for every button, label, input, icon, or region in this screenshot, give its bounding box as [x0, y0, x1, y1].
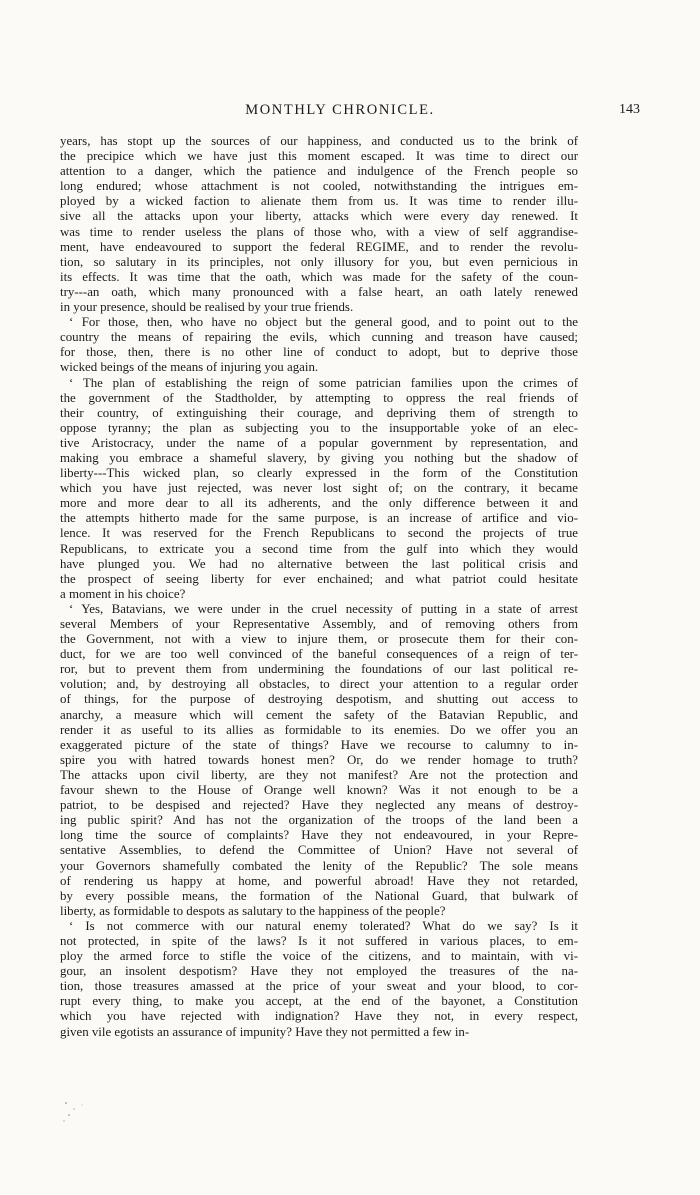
text-line: volution; and, by destroying all obstacles, to direct your attention to a regular order — [60, 677, 578, 692]
running-title: MONTHLY CHRONICLE. — [245, 102, 435, 118]
text-line: not protected, in spite of the laws? Is it not suffered in various places, to em- — [60, 933, 578, 948]
text-line: given vile egotists an assurance of impunity? Have they not permitted a few in- — [60, 1024, 470, 1039]
text-line: more and more dear to all its adherents, and the only difference between it and — [60, 496, 578, 511]
text-line: Republicans, to extricate you a second time from the gulf into which they would — [60, 541, 578, 556]
running-head — [40, 100, 640, 124]
text-line: the prospect of seeing liberty for ever enchained; and what patriot could hesitate — [60, 571, 578, 586]
page-number: 143 — [619, 102, 640, 117]
paragraph — [60, 919, 578, 1040]
text-line: in your presence, should be realised by your true friends. — [60, 300, 354, 315]
text-line: long endured; whose attachment is not cooled, notwithstanding the intrigues em- — [60, 179, 578, 194]
text-line: your Governors shamefully combated the lenity of the Republic? The sole means — [60, 858, 578, 873]
text-line: ployed by a wicked faction to alienate them from us. It was time to render illu- — [60, 194, 578, 209]
body-text — [60, 134, 578, 1040]
text-line: the precipice which we have just this moment escaped. It was time to direct our — [60, 149, 578, 164]
text-line: tive Aristocracy, under the name of a popular government by representation, and — [60, 435, 578, 450]
text-line: oppose tyranny; the plan as subjecting you to the insupportable yoke of an elec- — [60, 420, 578, 435]
text-line: which you have just rejected, was never lost sight of; on the contrary, it became — [60, 481, 578, 496]
text-line: try---an oath, which many pronounced with a false heart, an oath lately renewed — [60, 284, 578, 299]
paragraph — [60, 376, 578, 602]
text-line: making you embrace a shameful slavery, by giving you nothing but the shadow of — [60, 450, 578, 465]
text-line: liberty, as formidable to despots as salutary to the happiness of the people? — [60, 903, 446, 918]
text-line: ing public spirit? And has not the organization of the troops of the land been a — [60, 813, 578, 828]
text-line: of rendering us happy at home, and powerful abroad! Have they not retarded, — [60, 873, 578, 888]
paragraph — [60, 134, 578, 315]
text-line: a moment in his choice? — [60, 586, 186, 601]
text-line: the Government, not with a view to injure them, or prosecute them for their con- — [60, 632, 578, 647]
text-line: country the means of repairing the evils, which cunning and treason have caused; — [60, 330, 578, 345]
text-line: by every possible means, the formation of the National Guard, that bulwark of — [60, 888, 578, 903]
text-line: which you have rejected with indignation? Have they not, in every respect, — [60, 1009, 578, 1024]
text-line: the government of the Stadtholder, by attempting to oppress the real friends of — [60, 390, 578, 405]
text-line: ror, but to prevent them from undermining the foundations of our last political re- — [60, 662, 578, 677]
text-line: render it as useful to its allies as formidable to its enemies. Do we offer you an — [60, 722, 578, 737]
text-line: several Members of your Representative Assembly, and of removing others from — [60, 617, 578, 631]
text-line: exaggerated picture of the state of things? Have we recourse to calumny to in- — [60, 737, 578, 752]
text-line: gour, an insolent despotism? Have they not employed the treasures of the na- — [60, 964, 578, 979]
text-line: anarchy, a measure which will cement the safety of the Batavian Republic, and — [60, 707, 578, 722]
text-line: wicked beings of the means of injuring you again. — [60, 360, 319, 375]
text-line: liberty---This wicked plan, so clearly expressed in the form of the Constitution — [60, 466, 578, 481]
text-line: for those, then, there is no other line of conduct to adopt, but to deprive those — [60, 345, 578, 360]
text-line: the attempts hitherto made for the same purpose, is an increase of artifice and vio- — [60, 511, 578, 526]
text-line: have plunged you. We had no alternative between the last political crisis and — [60, 556, 578, 571]
text-line: The attacks upon civil liberty, are they not manifest? Are not the protection and — [60, 767, 578, 782]
text-line: long time the source of complaints? Have they not endeavoured, in your Repre- — [60, 828, 578, 843]
text-line: ‘ Yes, Batavians, we were under in the cruel necessity of putting in a state of arrest — [69, 601, 578, 616]
paragraph — [60, 315, 578, 375]
text-line: years, has stopt up the sources of our happiness, and conducted us to the brink of — [60, 134, 578, 148]
text-line: sentative Assemblies, to defend the Committee of Union? Have not several of — [60, 843, 578, 858]
text-line: of things, for the purpose of destroying despotism, and shutting out access to — [60, 692, 578, 707]
text-line: favour shewn to the House of Orange well known? Was it not enough to be a — [60, 783, 578, 798]
text-line: their country, of extinguishing their courage, and depriving them of strength to — [60, 405, 578, 420]
text-line: ploy the armed force to stifle the voice of the citizens, and to maintain, with vi- — [60, 949, 578, 964]
text-line: rupt every thing, to make you accept, at the end of the bayonet, a Constitution — [60, 994, 578, 1009]
text-line: duct, for we are too well convinced of the baneful consequences of a reign of ter- — [60, 647, 578, 662]
text-line: was time to render useless the plans of those who, with a view of self aggrandise- — [60, 224, 578, 239]
text-line: tion, those treasures amassed at the price of your sweat and your blood, to cor- — [60, 979, 578, 994]
text-line: attention to a danger, which the patience and indulgence of the French people so — [60, 164, 578, 179]
text-line: patriot, to be despised and rejected? Have they neglected any means of destroy- — [60, 798, 578, 813]
text-line: ment, have endeavoured to support the federal REGIME, and to render the revolu- — [60, 239, 578, 254]
text-line: lence. It was reserved for the French Republicans to second the projects of true — [60, 526, 578, 541]
text-line: ‘ Is not commerce with our natural enemy tolerated? What do we say? Is it — [69, 918, 578, 933]
text-line: ‘ For those, then, who have no object but the general good, and to point out to the — [69, 315, 578, 330]
paragraph — [60, 602, 578, 919]
text-line: spire you with hatred towards honest men? Or, do we render homage to truth? — [60, 752, 578, 767]
text-line: its effects. It was time that the oath, which was made for the safety of the coun- — [60, 269, 578, 284]
text-line: sive all the attacks upon your liberty, attacks which were every day renewed. It — [60, 209, 578, 224]
print-specks — [60, 1095, 120, 1125]
text-line: ‘ The plan of establishing the reign of some patrician families upon the crimes of — [69, 375, 578, 390]
text-line: tion, so salutary in its principles, not only illusory for you, but even pernicious in — [60, 254, 578, 269]
